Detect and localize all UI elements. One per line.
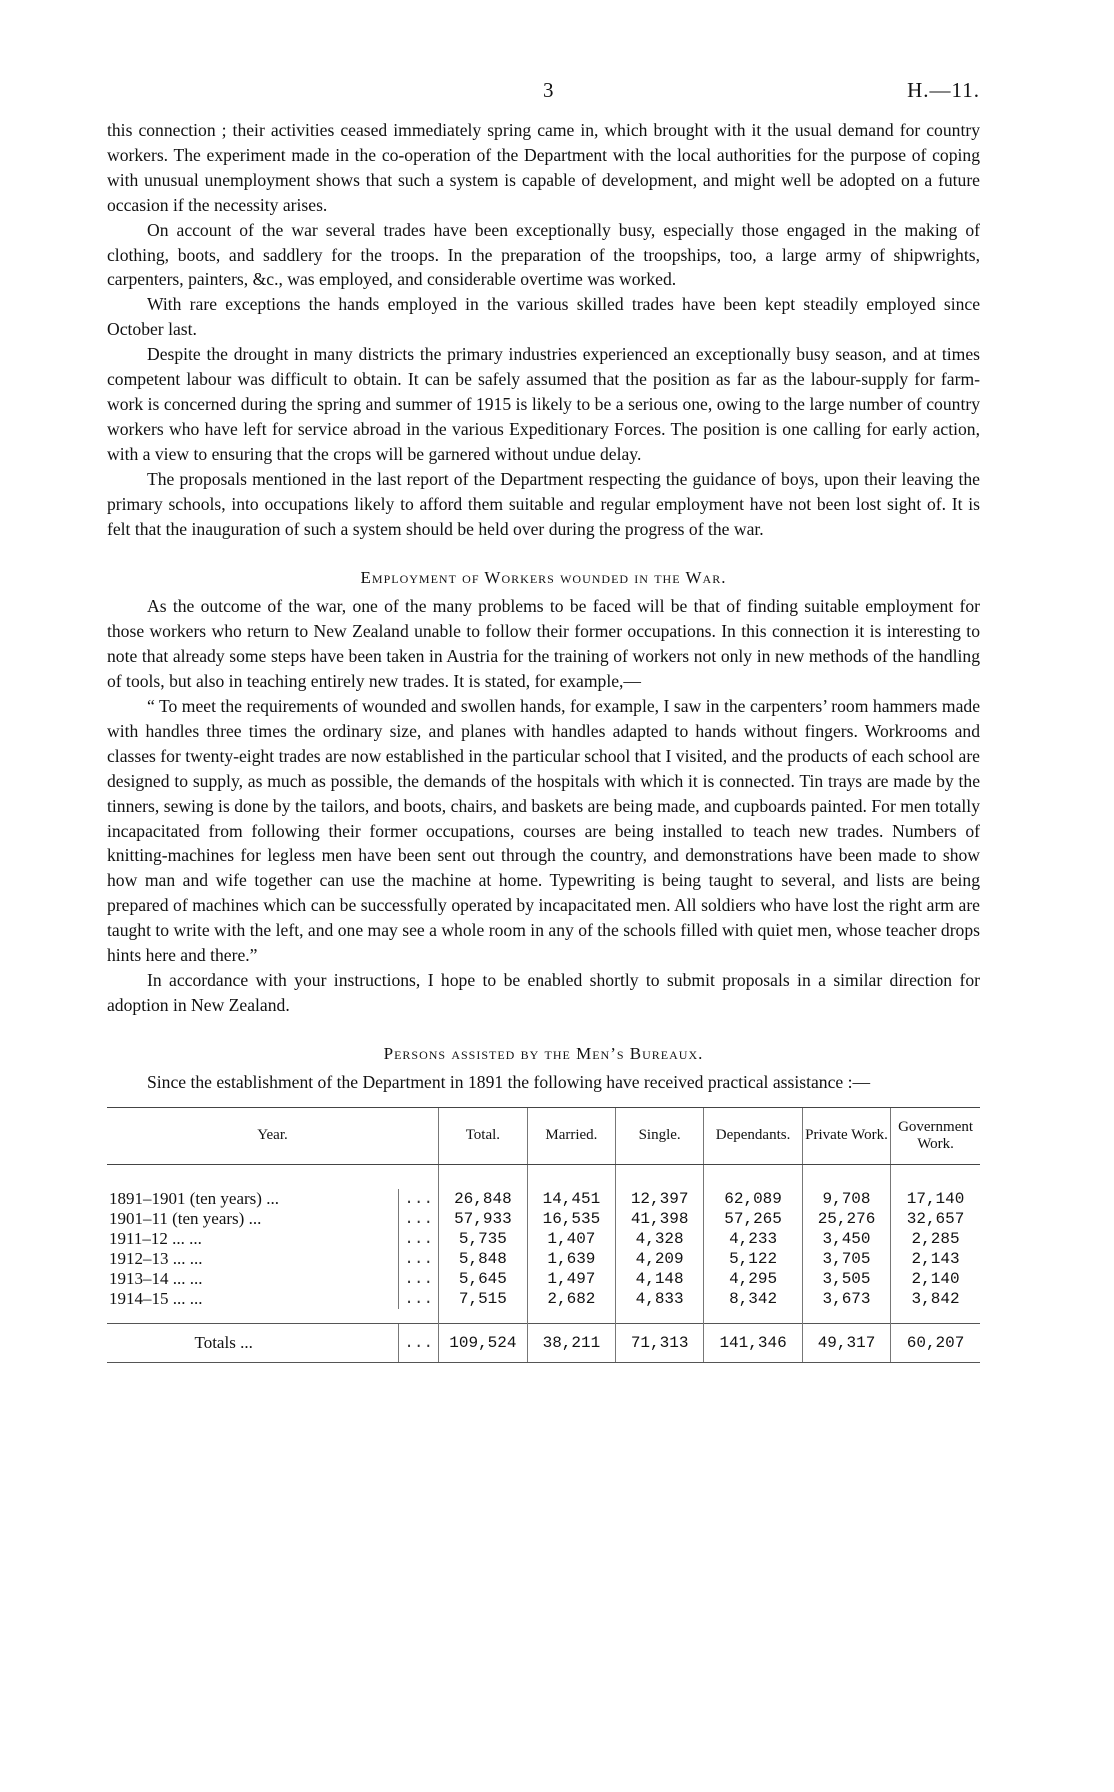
column-header: Single. (616, 1107, 704, 1164)
table-cell: 57,933 (438, 1209, 527, 1229)
table-cell: ... (399, 1289, 439, 1309)
table-cell: 38,211 (527, 1323, 615, 1362)
table-cell: ... (399, 1323, 439, 1362)
column-header: Private Work. (802, 1107, 890, 1164)
table-cell: 5,122 (704, 1249, 803, 1269)
table-cell: 3,450 (802, 1229, 890, 1249)
table-cell: 1,497 (527, 1269, 615, 1289)
paragraph: In accordance with your instructions, I hope to be enabled shortly to submit proposals in a similar direction for adoption in New Zealand. (107, 970, 980, 1015)
section-heading-persons-assisted: Persons assisted by the Men’s Bureaux. (383, 1043, 704, 1063)
table-cell: 17,140 (891, 1189, 980, 1209)
table-cell: 1914–15 ... ... (109, 1288, 203, 1308)
table-cell: 25,276 (802, 1209, 890, 1229)
table-cell: 62,089 (704, 1189, 803, 1209)
table-cell: 141,346 (704, 1323, 803, 1362)
table-cell: 1,407 (527, 1229, 615, 1249)
table-cell: ... (399, 1209, 439, 1229)
table-cell: 2,285 (891, 1229, 980, 1249)
section-heading-wounded-workers: Employment of Workers wounded in the War. (360, 568, 727, 588)
table-cell: 71,313 (616, 1323, 704, 1362)
paragraph: As the outcome of the war, one of the many problems to be faced will be that of finding suitable employment for those workers who return to New Zealand unable to follow their former occupations. In this connection it is interesting to note that already some steps have been taken in Austria for the training of workers not only in new methods of the handling of tools, but also in teaching entirely new trades. It is stated, for example,— (107, 596, 980, 692)
table-cell: 32,657 (891, 1209, 980, 1229)
paragraph: With rare exceptions the hands employed in the various skilled trades have been kept steadily employed since October last. (107, 294, 980, 340)
column-header: Year. (107, 1107, 438, 1164)
paragraph: Despite the drought in many districts the primary industries experienced an exceptionally busy season, and at times competent labour was difficult to obtain. It can be safely assumed that the position as far as the labour-supply for farm-work is concerned during the spring and summer of 1915 is likely to be a serious one, owing to the large number of country workers who have left for service abroad in the various Expeditionary Forces. The position is one calling for early action, with a view to ensuring that the crops will be garnered without undue delay. (107, 344, 980, 464)
table-row (107, 1269, 980, 1289)
table-cell: 14,451 (527, 1189, 615, 1209)
table-totals-row (107, 1323, 980, 1362)
table-cell: 2,143 (891, 1249, 980, 1269)
table-row (107, 1229, 980, 1249)
table-cell: 2,140 (891, 1269, 980, 1289)
table-cell: Totals ... (107, 1323, 399, 1362)
table-cell: 7,515 (438, 1289, 527, 1309)
table-cell: 2,682 (527, 1289, 615, 1309)
paragraph: this connection ; their activities ceased immediately spring came in, which brought with it the usual demand for country workers. The experiment made in the co-operation of the Department with the local authorities for the purpose of coping with unusual unemployment shows that such a system is capable of development, and might well be adopted on a future occasion if the necessity arises. (107, 120, 980, 215)
table-cell: 4,209 (616, 1249, 704, 1269)
table-cell: 57,265 (704, 1209, 803, 1229)
paragraph: On account of the war several trades have been exceptionally busy, especially those engaged in the making of clothing, boots, and saddlery for the troops. In the preparation of the troopships, too, a large army of shipwrights, carpenters, painters, &c., was employed, and considerable overtime was worked. (107, 219, 980, 290)
table-cell: 109,524 (438, 1323, 527, 1362)
table-cell: 12,397 (616, 1189, 704, 1209)
table-cell: 49,317 (802, 1323, 890, 1362)
quotation: “ To meet the requirements of wounded and swollen hands, for example, I saw in the carpenters’ room hammers made with handles three times the ordinary size, and planes with handles adapted to hands without fingers. Workrooms and classes for twenty-eight trades are now established in the particular school that I visited, and the products of each school are designed to supply, as much as possible, the demands of the hospitals with which it is connected. Tin trays are made by the tinners, sewing is done by the tailors, and boots, chairs, and baskets are being made, and cupboards painted. For men totally incapacitated from following their former occupations, courses are being installed to teach new trades. Numbers of knitting-machines for legless men have been sent out through the country, and demonstrations have been made to show how man and wife together can use the machine at home. Typewriting is being taught to several, and lists are being prepared of machines which can be successfully operated by incapacitated men. All soldiers who have lost the right arm are taught to write with the left, and one may see a whole room in any of the schools filled with quiet men, whose teacher drops hints here and there.” (107, 696, 980, 966)
table-header-row (107, 1107, 980, 1164)
table-row (107, 1289, 980, 1309)
paragraph: Since the establishment of the Department in 1891 the following have received practical assistance :— (147, 1071, 871, 1092)
table-row (107, 1209, 980, 1229)
table-cell: 3,505 (802, 1269, 890, 1289)
table-cell: 9,708 (802, 1189, 890, 1209)
table-cell: ... (399, 1229, 439, 1249)
table-cell: 1912–13 ... ... (109, 1248, 203, 1268)
table-cell: 1901–11 (ten years) ... (109, 1208, 262, 1228)
table-cell: ... (399, 1189, 439, 1209)
table-cell: 4,233 (704, 1229, 803, 1249)
table-cell: 3,705 (802, 1249, 890, 1269)
running-head (107, 78, 980, 118)
column-header: Married. (527, 1107, 615, 1164)
page-number: 3 (543, 78, 554, 102)
column-header: Total. (438, 1107, 527, 1164)
document-page (107, 78, 980, 1363)
table-cell: 16,535 (527, 1209, 615, 1229)
table-cell: 1913–14 ... ... (109, 1268, 203, 1288)
table-cell: ... (399, 1269, 439, 1289)
document-reference: H.—11. (907, 78, 980, 102)
table-cell: 5,735 (438, 1229, 527, 1249)
table-cell: 1911–12 ... ... (109, 1228, 202, 1248)
column-header: Government Work. (891, 1107, 980, 1164)
table-cell: 41,398 (616, 1209, 704, 1229)
table-row (107, 1249, 980, 1269)
column-header: Dependants. (704, 1107, 803, 1164)
table-cell: 4,295 (704, 1269, 803, 1289)
assistance-table (107, 1107, 980, 1363)
table-cell: 4,833 (616, 1289, 704, 1309)
table-cell: 26,848 (438, 1189, 527, 1209)
table-cell: 1891–1901 (ten years) ... (109, 1188, 279, 1208)
table-cell: 4,328 (616, 1229, 704, 1249)
table-cell: 5,645 (438, 1269, 527, 1289)
table-cell: ... (399, 1249, 439, 1269)
table-cell: 60,207 (891, 1323, 980, 1362)
table-cell: 1,639 (527, 1249, 615, 1269)
table-cell: 8,342 (704, 1289, 803, 1309)
table-cell: 5,848 (438, 1249, 527, 1269)
paragraph: The proposals mentioned in the last report of the Department respecting the guidance of boys, upon their leaving the primary schools, into occupations likely to afford them suitable and regular employment have not been lost sight of. It is felt that the inauguration of such a system should be held over during the progress of the war. (107, 468, 980, 539)
table-cell: 3,842 (891, 1289, 980, 1309)
table-cell: 3,673 (802, 1289, 890, 1309)
table-cell: 4,148 (616, 1269, 704, 1289)
table-row (107, 1189, 980, 1209)
